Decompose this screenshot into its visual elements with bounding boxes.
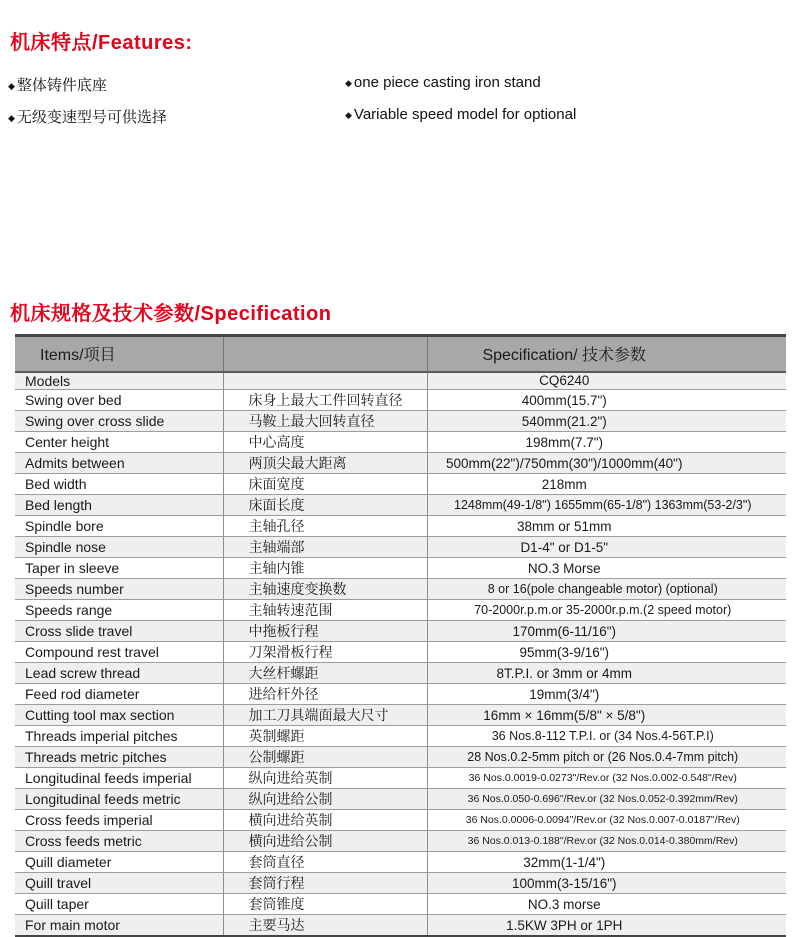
item-zh-cell: 纵向进给英制 — [223, 768, 427, 789]
item-name-cell: Bed length — [15, 495, 223, 516]
table-row — [15, 372, 786, 390]
spec-value-cell: 38mm or 51mm — [427, 516, 786, 537]
spec-value-cell: 36 Nos.8-112 T.P.I. or (34 Nos.4-56T.P.I) — [427, 726, 786, 747]
spec-value-cell: 540mm(21.2") — [427, 411, 786, 432]
spec-value-cell: NO.3 morse — [427, 894, 786, 915]
table-row — [15, 453, 786, 474]
specification-table — [15, 334, 786, 937]
bullet-diamond-icon: ◆ — [345, 109, 352, 120]
spec-value-cell: 95mm(3-9/16") — [427, 642, 786, 663]
item-zh-cell: 横向进给英制 — [223, 810, 427, 831]
feature-item-en — [345, 74, 541, 91]
item-name-cell: Cutting tool max section — [15, 705, 223, 726]
item-zh-cell: 套筒锥度 — [223, 894, 427, 915]
header-items: Items/项目 — [15, 336, 223, 372]
item-name-cell: Cross feeds metric — [15, 831, 223, 852]
bullet-diamond-icon: ◆ — [345, 77, 352, 88]
item-name-cell: Bed width — [15, 474, 223, 495]
spec-value-cell: CQ6240 — [427, 372, 786, 390]
item-name-cell: Spindle nose — [15, 537, 223, 558]
item-name-cell: For main motor — [15, 915, 223, 937]
item-name-cell: Quill taper — [15, 894, 223, 915]
table-row — [15, 789, 786, 810]
table-row — [15, 663, 786, 684]
item-name-cell: Models — [15, 372, 223, 390]
item-name-cell: Lead screw thread — [15, 663, 223, 684]
spec-value-cell: NO.3 Morse — [427, 558, 786, 579]
spec-value-cell: 8T.P.I. or 3mm or 4mm — [427, 663, 786, 684]
item-name-cell: Center height — [15, 432, 223, 453]
item-zh-cell: 床面长度 — [223, 495, 427, 516]
spec-value-cell: 400mm(15.7") — [427, 390, 786, 411]
bullet-diamond-icon: ◆ — [8, 112, 15, 123]
item-zh-cell: 大丝杆螺距 — [223, 663, 427, 684]
item-zh-cell: 横向进给公制 — [223, 831, 427, 852]
item-name-cell: Cross feeds imperial — [15, 810, 223, 831]
features-title: 机床特点/Features: — [10, 32, 193, 54]
item-zh-cell: 马鞍上最大回转直径 — [223, 411, 427, 432]
feature-label: 整体铸件底座 — [16, 77, 107, 94]
feature-item-en — [345, 106, 576, 123]
table-row — [15, 558, 786, 579]
table-row — [15, 495, 786, 516]
table-row — [15, 579, 786, 600]
item-name-cell: Quill travel — [15, 873, 223, 894]
item-zh-cell: 英制螺距 — [223, 726, 427, 747]
item-name-cell: Cross slide travel — [15, 621, 223, 642]
item-name-cell: Longitudinal feeds imperial — [15, 768, 223, 789]
spec-value-cell: 36 Nos.0.013-0.188"/Rev.or (32 Nos.0.014-0.380mm/Rev) — [427, 831, 786, 852]
item-name-cell: Threads metric pitches — [15, 747, 223, 768]
item-name-cell: Longitudinal feeds metric — [15, 789, 223, 810]
item-name-cell: Admits between — [15, 453, 223, 474]
feature-label: one piece casting iron stand — [353, 74, 541, 91]
spec-value-cell: 8 or 16(pole changeable motor) (optional) — [427, 579, 786, 600]
feature-label: 无级变速型号可供选择 — [16, 109, 167, 126]
item-name-cell: Quill diameter — [15, 852, 223, 873]
table-row — [15, 915, 786, 937]
table-row — [15, 726, 786, 747]
spec-value-cell: 36 Nos.0.050-0.696"/Rev.or (32 Nos.0.052-0.392mm/Rev) — [427, 789, 786, 810]
table-header — [15, 336, 786, 372]
table-row — [15, 390, 786, 411]
table-row — [15, 537, 786, 558]
item-zh-cell: 公制螺距 — [223, 747, 427, 768]
item-zh-cell: 主要马达 — [223, 915, 427, 937]
header-specification: Specification/ 技术参数 — [427, 336, 786, 372]
item-zh-cell: 纵向进给公制 — [223, 789, 427, 810]
item-name-cell: Swing over bed — [15, 390, 223, 411]
spec-value-cell: 170mm(6-11/16") — [427, 621, 786, 642]
table-row — [15, 411, 786, 432]
spec-value-cell: 70-2000r.p.m.or 35-2000r.p.m.(2 speed motor) — [427, 600, 786, 621]
item-zh-cell: 主轴内锥 — [223, 558, 427, 579]
spec-value-cell: 36 Nos.0.0019-0.0273"/Rev.or (32 Nos.0.002-0.548"/Rev) — [427, 768, 786, 789]
table-row — [15, 873, 786, 894]
item-zh-cell: 中心高度 — [223, 432, 427, 453]
spec-value-cell: 218mm — [427, 474, 786, 495]
item-zh-cell: 主轴端部 — [223, 537, 427, 558]
item-name-cell: Swing over cross slide — [15, 411, 223, 432]
spec-value-cell: 16mm × 16mm(5/8" × 5/8") — [427, 705, 786, 726]
spec-value-cell: 19mm(3/4") — [427, 684, 786, 705]
item-zh-cell: 两顶尖最大距离 — [223, 453, 427, 474]
feature-item-zh — [8, 106, 167, 127]
item-zh-cell: 中拖板行程 — [223, 621, 427, 642]
table-row — [15, 474, 786, 495]
table-row — [15, 621, 786, 642]
item-zh-cell: 刀架滑板行程 — [223, 642, 427, 663]
item-name-cell: Feed rod diameter — [15, 684, 223, 705]
bullet-diamond-icon: ◆ — [8, 80, 15, 91]
spec-value-cell: 1248mm(49-1/8") 1655mm(65-1/8") 1363mm(53-2/3") — [427, 495, 786, 516]
item-name-cell: Threads imperial pitches — [15, 726, 223, 747]
table-row — [15, 768, 786, 789]
table-row — [15, 516, 786, 537]
item-zh-cell: 主轴孔径 — [223, 516, 427, 537]
table-row — [15, 705, 786, 726]
feature-label: Variable speed model for optional — [353, 106, 577, 123]
item-name-cell: Compound rest travel — [15, 642, 223, 663]
table-row — [15, 642, 786, 663]
table-row — [15, 600, 786, 621]
table-row — [15, 894, 786, 915]
table-row — [15, 852, 786, 873]
table-row — [15, 747, 786, 768]
header-middle — [223, 336, 427, 372]
item-name-cell: Speeds number — [15, 579, 223, 600]
item-zh-cell: 主轴速度变换数 — [223, 579, 427, 600]
item-name-cell: Spindle bore — [15, 516, 223, 537]
table-row — [15, 831, 786, 852]
spec-value-cell: 100mm(3-15/16") — [427, 873, 786, 894]
spec-value-cell: 1.5KW 3PH or 1PH — [427, 915, 786, 937]
item-zh-cell: 套筒行程 — [223, 873, 427, 894]
item-zh-cell: 套筒直径 — [223, 852, 427, 873]
feature-item-zh — [8, 74, 107, 95]
table-row — [15, 684, 786, 705]
spec-value-cell: 36 Nos.0.0006-0.0094"/Rev.or (32 Nos.0.007-0.0187"/Rev) — [427, 810, 786, 831]
spec-value-cell: 32mm(1-1/4") — [427, 852, 786, 873]
item-zh-cell: 床身上最大工件回转直径 — [223, 390, 427, 411]
item-name-cell: Taper in sleeve — [15, 558, 223, 579]
spec-table-body — [15, 372, 786, 937]
item-zh-cell: 进给杆外径 — [223, 684, 427, 705]
item-zh-cell: 加工刀具端面最大尺寸 — [223, 705, 427, 726]
item-zh-cell — [223, 372, 427, 390]
spec-value-cell: 28 Nos.0.2-5mm pitch or (26 Nos.0.4-7mm pitch) — [427, 747, 786, 768]
specification-title: 机床规格及技术参数/Specification — [10, 303, 332, 325]
table-row — [15, 432, 786, 453]
spec-value-cell: D1-4" or D1-5" — [427, 537, 786, 558]
item-name-cell: Speeds range — [15, 600, 223, 621]
spec-value-cell: 500mm(22")/750mm(30")/1000mm(40") — [427, 453, 786, 474]
table-row — [15, 810, 786, 831]
spec-value-cell: 198mm(7.7") — [427, 432, 786, 453]
header-row — [15, 336, 786, 372]
item-zh-cell: 床面宽度 — [223, 474, 427, 495]
item-zh-cell: 主轴转速范围 — [223, 600, 427, 621]
